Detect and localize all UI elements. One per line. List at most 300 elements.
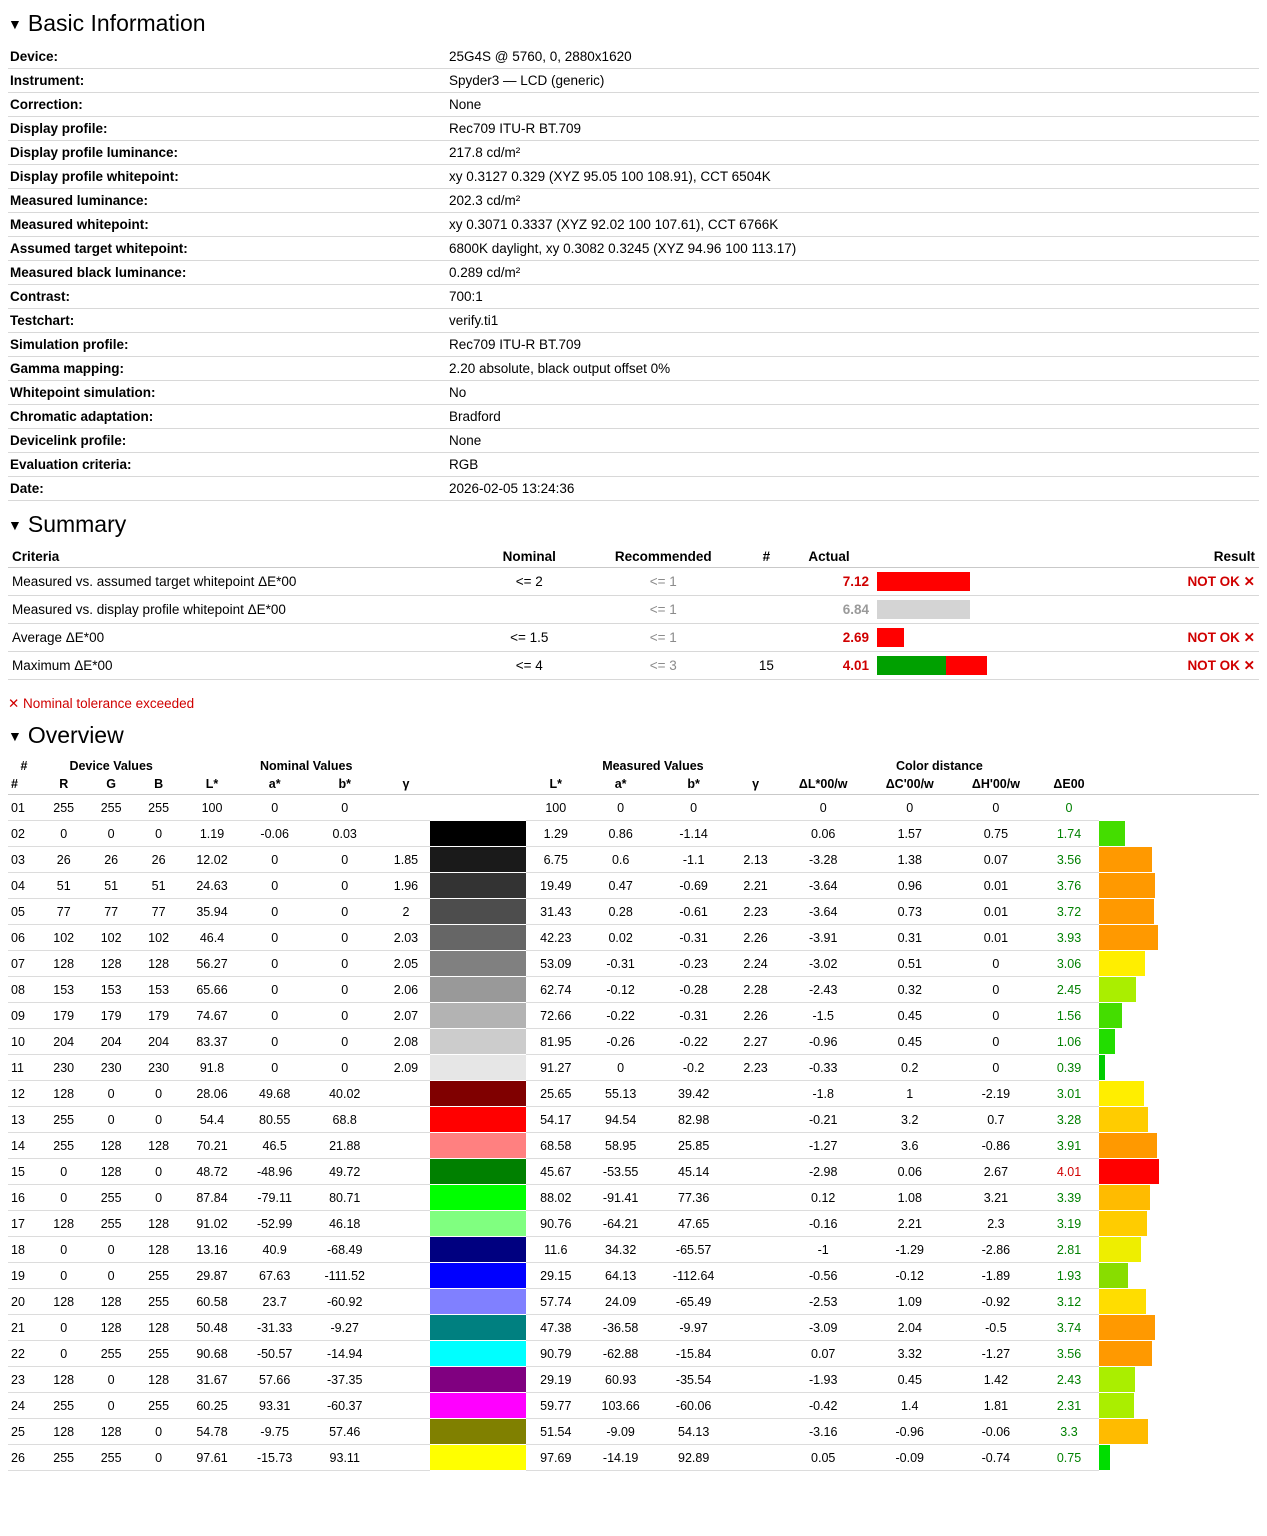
device-b: 128 [135,1133,182,1159]
delta-E: 3.39 [1039,1185,1099,1211]
delta-E: 1.93 [1039,1263,1099,1289]
nominal-b: -111.52 [308,1263,382,1289]
collapse-caret-icon[interactable]: ▼ [8,728,22,744]
device-g: 255 [87,1341,134,1367]
nominal-L: 91.8 [182,1055,241,1081]
device-g: 128 [87,1133,134,1159]
measured-gamma: 2.26 [731,1003,779,1029]
delta-E: 1.74 [1039,821,1099,847]
nominal-gamma [382,1081,430,1107]
delta-E: 1.06 [1039,1029,1099,1055]
overview-col-swatch [430,775,526,795]
nominal-b: 0 [308,795,382,821]
measured-b: -35.54 [656,1367,732,1393]
basic-info-key: Date: [10,481,44,496]
delta-e-bar-fill [1099,1263,1128,1288]
measured-a: 64.13 [585,1263,655,1289]
measured-b: -1.14 [656,821,732,847]
nominal-L: 91.02 [182,1211,241,1237]
device-g: 0 [87,1393,134,1419]
measured-gamma [731,1107,779,1133]
overview-col-l: L* [182,775,241,795]
device-g: 0 [87,821,134,847]
row-index: 12 [8,1081,40,1107]
nominal-b: 0 [308,951,382,977]
measured-a: -14.19 [585,1445,655,1471]
delta-E: 1.56 [1039,1003,1099,1029]
nominal-L: 83.37 [182,1029,241,1055]
delta-L: -2.98 [780,1159,867,1185]
basic-info-key: Display profile: [10,121,108,136]
color-swatch-fill [430,1367,526,1392]
measured-b: 39.42 [656,1081,732,1107]
overview-group-header-row [8,757,1259,775]
delta-C: 3.6 [867,1133,953,1159]
overview-col-r: R [40,775,87,795]
measured-a: -53.55 [585,1159,655,1185]
measured-b: -0.2 [656,1055,732,1081]
color-swatch [430,1003,526,1029]
delta-L: -0.96 [780,1029,867,1055]
summary-result [1131,596,1259,624]
device-r: 0 [40,1263,87,1289]
delta-L: -1.27 [780,1133,867,1159]
delta-H: 0 [953,977,1039,1003]
measured-gamma [731,1263,779,1289]
color-swatch-fill [430,1393,526,1418]
measured-gamma [731,1081,779,1107]
delta-H: -2.86 [953,1237,1039,1263]
delta-L: 0.07 [780,1341,867,1367]
delta-e-bar-fill [1099,1211,1147,1236]
device-r: 128 [40,1367,87,1393]
nominal-b: -37.35 [308,1367,382,1393]
delta-E: 3.72 [1039,899,1099,925]
device-r: 0 [40,1315,87,1341]
delta-L: -3.64 [780,873,867,899]
device-r: 128 [40,1419,87,1445]
device-g: 179 [87,1003,134,1029]
summary-result: NOT OK ✕ [1131,568,1259,596]
delta-e-bar [1099,1419,1259,1445]
color-swatch-fill [430,1029,526,1054]
delta-C: 0.06 [867,1159,953,1185]
device-g: 102 [87,925,134,951]
table-row [8,1393,1259,1419]
table-row [8,977,1259,1003]
basic-info-value: None [449,97,482,112]
measured-a: -64.21 [585,1211,655,1237]
delta-C: -1.29 [867,1237,953,1263]
row-index: 22 [8,1341,40,1367]
color-swatch [430,951,526,977]
row-index: 01 [8,795,40,821]
delta-L: -0.42 [780,1393,867,1419]
nominal-b: 46.18 [308,1211,382,1237]
row-index: 21 [8,1315,40,1341]
summary-row [8,652,1259,680]
group-color-distance: Color distance [895,759,983,773]
basic-info-key: Instrument: [10,73,85,88]
delta-H: 0.01 [953,873,1039,899]
delta-e-bar-fill [1099,925,1158,950]
nominal-gamma: 2.06 [382,977,430,1003]
delta-e-bar [1099,1445,1259,1471]
delta-e-bar-fill [1099,1029,1115,1054]
color-swatch-fill [430,1055,526,1080]
basic-information-label: Basic Information [27,10,206,36]
delta-C: 0.45 [867,1367,953,1393]
basic-info-key: Contrast: [10,289,70,304]
delta-E: 4.01 [1039,1159,1099,1185]
measured-b: -15.84 [656,1341,732,1367]
nominal-gamma [382,1133,430,1159]
measured-a: 0 [585,795,655,821]
basic-info-value: Rec709 ITU-R BT.709 [449,337,582,352]
device-b: 0 [135,1081,182,1107]
measured-gamma [731,1367,779,1393]
delta-L: -3.09 [780,1315,867,1341]
row-index: 23 [8,1367,40,1393]
color-swatch [430,1159,526,1185]
color-swatch-fill [430,847,526,872]
delta-L: -1.5 [780,1003,867,1029]
device-b: 128 [135,951,182,977]
delta-H: -0.86 [953,1133,1039,1159]
delta-H: -0.06 [953,1419,1039,1445]
measured-L: 88.02 [526,1185,585,1211]
delta-H: 0 [953,951,1039,977]
overview-col-l: L* [526,775,585,795]
delta-H: 0 [953,795,1039,821]
basic-info-key: Whitepoint simulation: [10,385,156,400]
device-g: 128 [87,951,134,977]
overview-col-bargraph [1099,775,1259,795]
delta-L: -0.56 [780,1263,867,1289]
device-r: 255 [40,795,87,821]
nominal-b: -9.27 [308,1315,382,1341]
nominal-b: 0 [308,925,382,951]
nominal-a: 46.5 [242,1133,308,1159]
delta-e-bar [1099,1289,1259,1315]
nominal-a: 23.7 [242,1289,308,1315]
nominal-a: 80.55 [242,1107,308,1133]
delta-L: -3.16 [780,1419,867,1445]
summary-bar-green [877,656,946,675]
delta-E: 2.45 [1039,977,1099,1003]
basic-info-key: Device: [10,49,59,64]
delta-e-bar-fill [1099,847,1152,872]
basic-info-key: Evaluation criteria: [10,457,132,472]
basic-info-key: Display profile whitepoint: [10,169,179,184]
table-row [8,1263,1259,1289]
nominal-gamma [382,1445,430,1471]
table-row [8,1133,1259,1159]
measured-L: 47.38 [526,1315,585,1341]
nominal-a: 0 [242,1055,308,1081]
device-b: 0 [135,1107,182,1133]
delta-C: 2.21 [867,1211,953,1237]
measured-L: 42.23 [526,925,585,951]
table-row [8,1289,1259,1315]
collapse-caret-icon[interactable]: ▼ [8,517,22,533]
measured-gamma [731,1185,779,1211]
basic-info-key: Measured whitepoint: [10,217,149,232]
table-row [8,1367,1259,1393]
table-row [8,1055,1259,1081]
table-row [8,1159,1259,1185]
delta-C: -0.96 [867,1419,953,1445]
nominal-L: 31.67 [182,1367,241,1393]
color-swatch-fill [430,925,526,950]
device-g: 255 [87,1185,134,1211]
basic-info-value: xy 0.3071 0.3337 (XYZ 92.02 100 107.61), CCT 6766K [449,217,779,232]
nominal-L: 54.4 [182,1107,241,1133]
measured-L: 45.67 [526,1159,585,1185]
color-swatch [430,1367,526,1393]
overview-col-b: B [135,775,182,795]
measured-gamma [731,821,779,847]
overview-col-b: b* [656,775,732,795]
measured-L: 29.19 [526,1367,585,1393]
nominal-L: 60.58 [182,1289,241,1315]
delta-e-bar-fill [1099,977,1136,1002]
table-row [8,1341,1259,1367]
measured-L: 19.49 [526,873,585,899]
delta-H: 0.01 [953,899,1039,925]
overview-col-e00: ΔE00 [1039,775,1099,795]
delta-e-bar [1099,925,1259,951]
color-swatch [430,1185,526,1211]
measured-b: -0.31 [656,1003,732,1029]
color-swatch [430,1133,526,1159]
basic-info-row [8,93,1259,117]
delta-E: 3.76 [1039,873,1099,899]
section-title-overview[interactable] [0,722,1267,749]
group-index: # [20,759,28,773]
nominal-b: 21.88 [308,1133,382,1159]
measured-L: 53.09 [526,951,585,977]
delta-E: 3.19 [1039,1211,1099,1237]
measured-L: 90.76 [526,1211,585,1237]
overview-col-a: a* [585,775,655,795]
nominal-b: 40.02 [308,1081,382,1107]
device-r: 102 [40,925,87,951]
nominal-a: 0 [242,899,308,925]
row-index: 10 [8,1029,40,1055]
color-swatch-fill [430,1289,526,1314]
nominal-L: 54.78 [182,1419,241,1445]
basic-info-row [8,405,1259,429]
delta-e-bar [1099,1185,1259,1211]
nominal-gamma: 2.07 [382,1003,430,1029]
device-g: 153 [87,977,134,1003]
device-r: 230 [40,1055,87,1081]
color-swatch-fill [430,873,526,898]
nominal-L: 13.16 [182,1237,241,1263]
color-swatch [430,977,526,1003]
nominal-L: 1.19 [182,821,241,847]
delta-H: 2.3 [953,1211,1039,1237]
delta-H: 0 [953,1029,1039,1055]
nominal-b: -14.94 [308,1341,382,1367]
delta-C: 0.31 [867,925,953,951]
measured-gamma [731,1393,779,1419]
measured-b: 54.13 [656,1419,732,1445]
delta-C: 2.04 [867,1315,953,1341]
measured-a: 0.6 [585,847,655,873]
device-r: 255 [40,1393,87,1419]
nominal-a: 0 [242,925,308,951]
device-g: 0 [87,1367,134,1393]
measured-gamma [731,1315,779,1341]
nominal-L: 70.21 [182,1133,241,1159]
nominal-gamma: 1.96 [382,873,430,899]
color-swatch-fill [430,899,526,924]
basic-info-row [8,117,1259,141]
collapse-caret-icon[interactable]: ▼ [8,16,22,32]
delta-e-bar-fill [1099,1081,1144,1106]
measured-a: -62.88 [585,1341,655,1367]
table-row [8,1237,1259,1263]
measured-b: -0.28 [656,977,732,1003]
summary-actual: 2.69 [785,624,873,652]
delta-e-bar [1099,899,1259,925]
measured-gamma [731,1289,779,1315]
basic-info-row [8,141,1259,165]
delta-L: -2.43 [780,977,867,1003]
delta-e-bar [1099,873,1259,899]
table-row [8,1211,1259,1237]
delta-e-bar-fill [1099,1445,1110,1470]
device-g: 128 [87,1159,134,1185]
measured-gamma [731,1341,779,1367]
device-r: 0 [40,1185,87,1211]
measured-a: 0.28 [585,899,655,925]
nominal-a: 93.31 [242,1393,308,1419]
summary-recommended: <= 3 [579,652,748,680]
delta-H: 0.7 [953,1107,1039,1133]
nominal-b: -68.49 [308,1237,382,1263]
measured-gamma: 2.27 [731,1029,779,1055]
delta-C: 1.57 [867,821,953,847]
measured-gamma: 2.23 [731,1055,779,1081]
color-swatch-fill [430,1159,526,1184]
measured-L: 6.75 [526,847,585,873]
measured-a: 103.66 [585,1393,655,1419]
delta-E: 0.75 [1039,1445,1099,1471]
overview-col-swatch: # [8,775,40,795]
delta-e-bar-fill [1099,1289,1146,1314]
color-swatch [430,1237,526,1263]
delta-L: -1 [780,1237,867,1263]
delta-E: 3.91 [1039,1133,1099,1159]
device-r: 255 [40,1107,87,1133]
measured-L: 91.27 [526,1055,585,1081]
measured-gamma: 2.13 [731,847,779,873]
basic-info-row [8,381,1259,405]
nominal-a: -9.75 [242,1419,308,1445]
nominal-b: 0 [308,1029,382,1055]
device-g: 0 [87,1107,134,1133]
delta-C: -0.12 [867,1263,953,1289]
delta-e-bar [1099,1029,1259,1055]
basic-info-value: None [449,433,482,448]
delta-L: 0.12 [780,1185,867,1211]
summary-bar-red [946,656,988,675]
device-g: 0 [87,1263,134,1289]
measured-L: 81.95 [526,1029,585,1055]
measured-a: -0.12 [585,977,655,1003]
table-row [8,1081,1259,1107]
basic-info-row [8,237,1259,261]
delta-C: 0.51 [867,951,953,977]
delta-H: 0.01 [953,925,1039,951]
table-row [8,795,1259,821]
device-b: 255 [135,1393,182,1419]
measured-gamma [731,795,779,821]
measured-b: -1.1 [656,847,732,873]
nominal-gamma [382,1237,430,1263]
color-swatch [430,795,526,821]
nominal-gamma [382,1107,430,1133]
delta-L: -3.64 [780,899,867,925]
delta-C: 0.32 [867,977,953,1003]
delta-e-bar-fill [1099,1107,1148,1132]
section-title-summary[interactable] [0,511,1267,538]
measured-L: 11.6 [526,1237,585,1263]
nominal-b: 0 [308,1055,382,1081]
device-b: 77 [135,899,182,925]
nominal-gamma [382,795,430,821]
nominal-a: 49.68 [242,1081,308,1107]
row-index: 04 [8,873,40,899]
delta-e-bar-fill [1099,1367,1135,1392]
device-r: 77 [40,899,87,925]
device-r: 179 [40,1003,87,1029]
summary-bar [873,624,1131,652]
delta-e-bar-fill [1099,1055,1105,1080]
summary-row [8,624,1259,652]
nominal-L: 24.63 [182,873,241,899]
measured-L: 31.43 [526,899,585,925]
section-title-basic-information[interactable] [0,10,1267,37]
device-b: 255 [135,795,182,821]
nominal-gamma: 2.09 [382,1055,430,1081]
color-swatch-fill [430,821,526,846]
measured-L: 1.29 [526,821,585,847]
nominal-gamma: 2 [382,899,430,925]
color-swatch [430,873,526,899]
delta-E: 3.28 [1039,1107,1099,1133]
delta-C: 1.4 [867,1393,953,1419]
measured-a: -91.41 [585,1185,655,1211]
delta-L: -1.8 [780,1081,867,1107]
device-b: 128 [135,1237,182,1263]
nominal-gamma [382,1393,430,1419]
overview-col-l00w: ΔL*00/w [780,775,867,795]
measured-b: -0.61 [656,899,732,925]
device-b: 128 [135,1315,182,1341]
delta-L: -3.28 [780,847,867,873]
row-index: 03 [8,847,40,873]
measured-a: -0.26 [585,1029,655,1055]
basic-info-value: RGB [449,457,479,472]
measured-gamma: 2.23 [731,899,779,925]
basic-info-value: 217.8 cd/m² [449,145,521,160]
color-swatch [430,1393,526,1419]
delta-C: 3.32 [867,1341,953,1367]
